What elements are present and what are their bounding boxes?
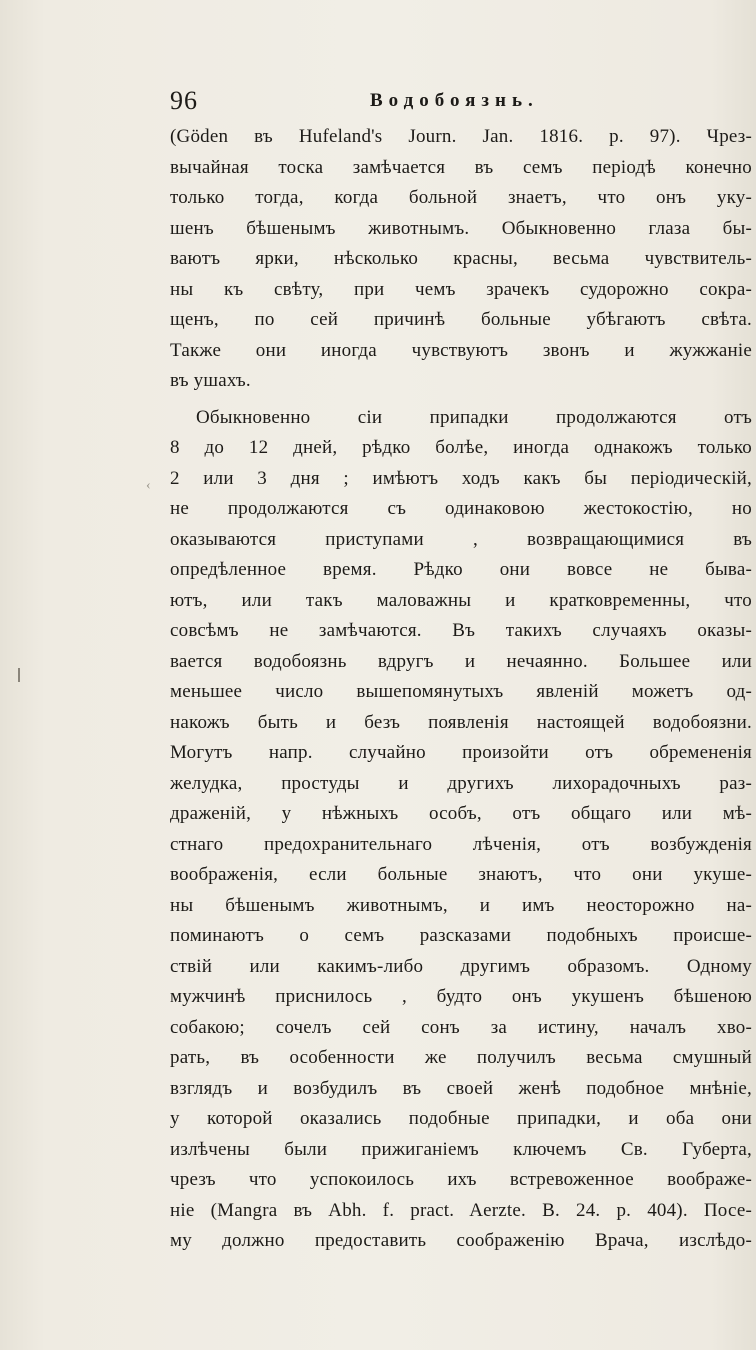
text-line: воображенія, если больные знаютъ, что они укуше-	[170, 864, 752, 885]
text-line: Могутъ напр. случайно произойти отъ обремененія	[170, 742, 752, 763]
margin-mark	[18, 668, 20, 682]
text-line: щенъ, по сей причинѣ больные убѣгаютъ свѣта.	[170, 309, 752, 330]
text-line: желудка, простуды и другихъ лихорадочныхъ раз-	[170, 772, 752, 794]
text-line: 8 до 12 дней, рѣдко болѣе, иногда однакожъ только	[170, 437, 752, 458]
text-line: вается водобоязнь вдругъ и нечаянно. Большее или	[170, 650, 752, 672]
text-line: Обыкновенно сіи припадки продолжаются отъ	[196, 406, 752, 428]
text-line: поминаютъ о семъ разсказами подобныхъ происше-	[170, 925, 752, 946]
text-line: оказываются приступами , возвращающимися въ	[170, 528, 752, 550]
text-line: (Göden въ Hufeland's Journ. Jan. 1816. p. 97). Чрез-	[170, 126, 752, 147]
text-line: совсѣмъ не замѣчаются. Въ такихъ случаяхъ оказы-	[170, 620, 752, 641]
text-line: ваютъ ярки, нѣсколько красны, весьма чувствитель-	[170, 248, 752, 269]
text-line: только тогда, когда больной знаетъ, что онъ уку-	[170, 187, 752, 208]
text-line: ны бѣшенымъ животнымъ, и имъ неосторожно на-	[170, 894, 752, 916]
text-line: ніе (Mangra въ Abh. f. pract. Aerzte. B. 24. p. 404). Посе-	[170, 1199, 752, 1221]
text-line: вычайная тоска замѣчается въ семъ періодѣ конечно	[170, 156, 752, 178]
text-line: излѣчены были прижиганіемъ ключемъ Св. Губерта,	[170, 1138, 752, 1160]
text-line: рать, въ особенности же получилъ весьма смушный	[170, 1047, 752, 1068]
page-header	[170, 86, 590, 122]
text-line: му должно предоставить соображенію Врача, изслѣдо-	[170, 1230, 752, 1251]
text-line: у которой оказались подобные припадки, и оба они	[170, 1108, 752, 1129]
text-line: шенъ бѣшенымъ животнымъ. Обыкновенно глаза бы-	[170, 217, 752, 239]
body-text	[170, 122, 752, 1257]
running-title: Водобоязнь.	[370, 90, 539, 111]
page-number: 96	[170, 86, 198, 115]
text-line: ствій или какимъ-либо другимъ образомъ. Одному	[170, 955, 752, 977]
text-line: 2 или 3 дня ; имѣютъ ходъ какъ бы періодическій,	[170, 467, 752, 489]
text-line: не продолжаются съ одинаковою жестокостію, но	[170, 498, 752, 519]
text-line: взглядъ и возбудилъ въ своей женѣ подобное мнѣніе,	[170, 1077, 752, 1099]
text-line: ютъ, или такъ маловажны и кратковременны, что	[170, 589, 752, 611]
text-line: Также они иногда чувствуютъ звонъ и жужжаніе	[170, 339, 752, 361]
text-line: накожъ быть и безъ появленія настоящей водобоязни.	[170, 711, 752, 733]
text-line: въ ушахъ.	[170, 370, 251, 391]
text-line: меньшее число вышепомянутыхъ явленій можетъ од-	[170, 681, 752, 702]
text-line: мужчинѣ приснилось , будто онъ укушенъ бѣшеною	[170, 986, 752, 1007]
text-line: стнаго предохранительнаго лѣченія, отъ возбужденія	[170, 833, 752, 855]
text-line: собакою; сочелъ сей сонъ за истину, началъ хво-	[170, 1016, 752, 1038]
margin-tick: ‹	[146, 478, 151, 493]
text-line: ны къ свѣту, при чемъ зрачекъ судорожно сокра-	[170, 278, 752, 300]
text-line: драженій, у нѣжныхъ особъ, отъ общаго или мѣ-	[170, 803, 752, 824]
text-line: чрезъ что успокоилось ихъ встревоженное воображе-	[170, 1169, 752, 1190]
text-line: опредѣленное время. Рѣдко они вовсе не быва-	[170, 559, 752, 580]
